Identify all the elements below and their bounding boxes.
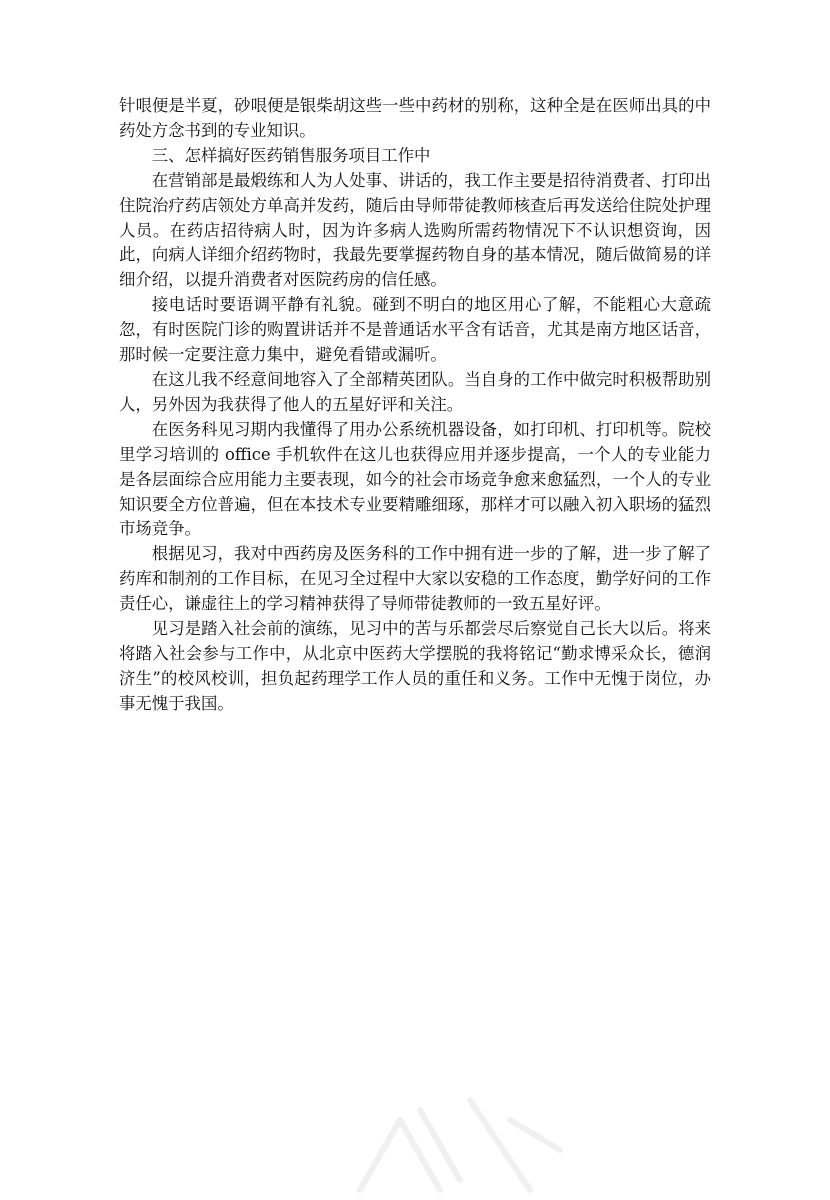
document-body — [119, 94, 711, 717]
paragraph-5: 在医务科见习期内我懂得了用办公系统机器设备，如打印机、打印机等。院校里学习培训的 office 手机软件在这儿也获得应用并逐步提高，一个人的专业能力是各层面综合应用能力主要表现，如今的社会市场竞争愈来愈猛烈，一个人的专业知识要全方位普遍，但在本技术专业要精雕细琢，那样才可以融入初入职场的猛烈市场竞争。 — [119, 419, 711, 539]
paragraph-3: 接电话时要语调平静有礼貌。碰到不明白的地区用心了解，不能粗心大意疏忽，有时医院门诊的购置讲话并不是普通话水平含有话音，尤其是南方地区话音，那时候一定要注意力集中，避免看错或漏听。 — [119, 295, 711, 365]
paragraph-4: 在这儿我不经意间地容入了全部精英团队。当自身的工作中做完时积极帮助别人，另外因为我获得了他人的五星好评和关注。 — [119, 369, 711, 414]
paragraph-2: 在营销部是最煅练和人为人处事、讲话的，我工作主要是招待消费者、打印出住院治疗药店领处方单高并发药，随后由导师带徒教师核查后再发送给住院处护理人员。在药店招待病人时，因为许多病人选购所需药物情况下不认识想资询，因此，向病人详细介绍药物时，我最先要掌握药物自身的基本情况，随后做简易的详细介绍，以提升消费者对医院药房的信任感。 — [119, 170, 711, 290]
paragraph-6: 根据见习，我对中西药房及医务科的工作中拥有进一步的了解，进一步了解了药库和制剂的工作目标，在见习全过程中大家以安稳的工作态度，勤学好问的工作责任心，谦虚往上的学习精神获得了导师带徒教师的一致五星好评。 — [119, 544, 711, 614]
watermark-icon — [330, 1080, 590, 1200]
paragraph-7: 见习是踏入社会前的演练，见习中的苦与乐都尝尽后察觉自己长大以后。将来将踏入社会参与工作中，从北京中医药大学摆脱的我将铭记“勤求博采众长，德润济生”的校风校训，担负起药理学工作人员的重任和义务。工作中无愧于岗位，办事无愧于我国。 — [119, 619, 711, 713]
paragraph-1: 针哏便是半夏，砂哏便是银柴胡这些一些中药材的别称，这种全是在医师出具的中药处方念书到的专业知识。 — [119, 96, 711, 140]
section-heading: 三、怎样搞好医药销售服务项目工作中 — [151, 145, 431, 165]
